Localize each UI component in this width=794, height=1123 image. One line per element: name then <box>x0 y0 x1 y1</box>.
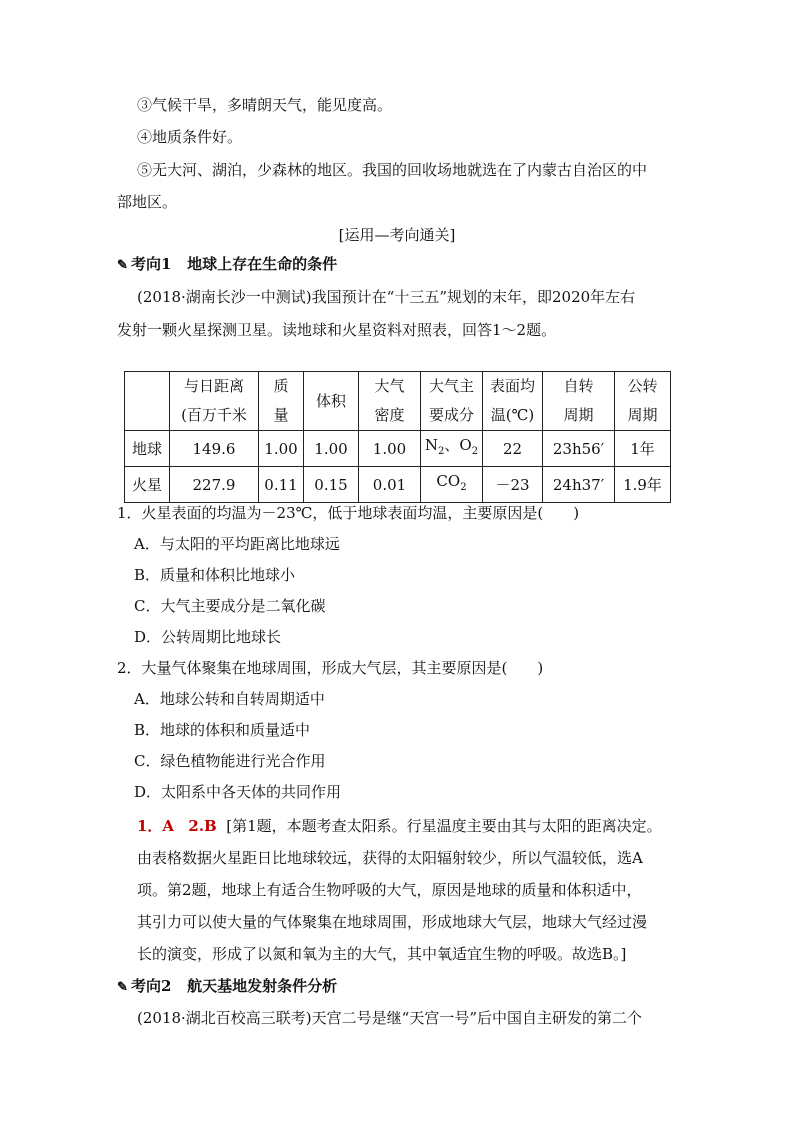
question-1-option-a: A．与太阳的平均距离比地球远 <box>134 535 340 553</box>
row-distance: 227.9 <box>170 467 259 503</box>
header-composition: 大气主 要成分 <box>421 372 483 431</box>
topic-2-label: 考向2 <box>131 977 172 995</box>
header-temperature: 表面均 温(℃) <box>483 372 543 431</box>
row-name: 地球 <box>125 431 170 467</box>
row-composition: $N_2$、$O_2$ <box>421 431 483 467</box>
header-volume: 体积 <box>304 372 359 431</box>
row-revolution: 1.9年 <box>615 467 671 503</box>
question-2-option-b: B．地球的体积和质量适中 <box>134 721 311 739</box>
question-2-option-c: C．绿色植物能进行光合作用 <box>134 752 326 770</box>
answer-1: 1．A <box>137 817 175 835</box>
row-temperature: －23 <box>483 467 543 503</box>
intro-line-4: ④地质条件好。 <box>137 128 243 146</box>
topic-2-title: 航天基地发射条件分析 <box>187 977 338 995</box>
explanation-line-5: 长的演变，形成了以氮和氧为主的大气，其中氧适宜生物的呼吸。故选B。] <box>137 945 627 963</box>
answer-2: 2.B <box>188 817 217 835</box>
header-mass: 质 量 <box>259 372 304 431</box>
table-row <box>125 467 671 503</box>
stem-2-line-1: (2018·湖北百校高三联考)天宫二号是继“天宫一号”后中国自主研发的第二个 <box>137 1009 642 1027</box>
explanation-line-3: 项。第2题，地球上有适合生物呼吸的大气，原因是地球的质量和体积适中， <box>137 881 642 899</box>
stem-1-line-1: (2018·湖南长沙一中测试)我国预计在“十三五”规划的末年，即2020年左右 <box>137 288 636 306</box>
header-cell <box>125 372 170 431</box>
row-mass: 1.00 <box>259 431 304 467</box>
question-1-stem: 1．火星表面的均温为－23℃，低于地球表面均温，主要原因是( ) <box>117 504 580 522</box>
table-row <box>125 431 671 467</box>
section-title: [运用—考向通关] <box>338 226 456 244</box>
intro-line-5a: ⑤无大河、湖泊，少森林的地区。我国的回收场地就选在了内蒙古自治区的中 <box>137 161 648 179</box>
question-1-option-c: C．大气主要成分是二氧化碳 <box>134 597 326 615</box>
intro-line-5b: 部地区。 <box>117 193 178 211</box>
row-revolution: 1年 <box>615 431 671 467</box>
question-2-stem: 2．大量气体聚集在地球周围，形成大气层，其主要原因是( ) <box>117 659 544 677</box>
answer-line-1 <box>137 816 662 836</box>
row-rotation: 24h37′ <box>543 467 615 503</box>
row-mass: 0.11 <box>259 467 304 503</box>
row-temperature: 22 <box>483 431 543 467</box>
header-rotation: 自转 周期 <box>543 372 615 431</box>
topic-1-title: 地球上存在生命的条件 <box>187 255 338 273</box>
header-revolution: 公转 周期 <box>615 372 671 431</box>
explanation-line-1: [第1题，本题考查太阳系。行星温度主要由其与太阳的距离决定。 <box>226 817 662 835</box>
pen-icon: ✎ <box>117 980 128 995</box>
stem-1-line-2: 发射一颗火星探测卫星。读地球和火星资料对照表，回答1～2题。 <box>117 321 557 339</box>
row-density: 0.01 <box>359 467 421 503</box>
header-density: 大气 密度 <box>359 372 421 431</box>
row-rotation: 23h56′ <box>543 431 615 467</box>
row-volume: 1.00 <box>304 431 359 467</box>
explanation-line-2: 由表格数据火星距日比地球较远，获得的太阳辐射较少，所以气温较低，选A <box>137 849 643 867</box>
table-header-row <box>125 372 671 431</box>
row-distance: 149.6 <box>170 431 259 467</box>
row-volume: 0.15 <box>304 467 359 503</box>
topic-1-label: 考向1 <box>131 255 172 273</box>
planet-comparison-table <box>124 371 671 503</box>
question-2-option-a: A．地球公转和自转周期适中 <box>134 690 325 708</box>
question-1-option-b: B．质量和体积比地球小 <box>134 566 296 584</box>
header-distance: 与日距离 (百万千米 <box>170 372 259 431</box>
question-1-option-d: D．公转周期比地球长 <box>134 628 282 646</box>
row-name: 火星 <box>125 467 170 503</box>
pen-icon: ✎ <box>117 258 128 273</box>
intro-line-3: ③气候干旱，多晴朗天气，能见度高。 <box>137 96 393 114</box>
row-composition: $CO_2$ <box>421 467 483 503</box>
topic-2-heading <box>117 976 337 998</box>
question-2-option-d: D．太阳系中各天体的共同作用 <box>134 783 342 801</box>
topic-1-heading <box>117 254 337 276</box>
explanation-line-4: 其引力可以使大量的气体聚集在地球周围，形成地球大气层，地球大气经过漫 <box>137 913 648 931</box>
row-density: 1.00 <box>359 431 421 467</box>
